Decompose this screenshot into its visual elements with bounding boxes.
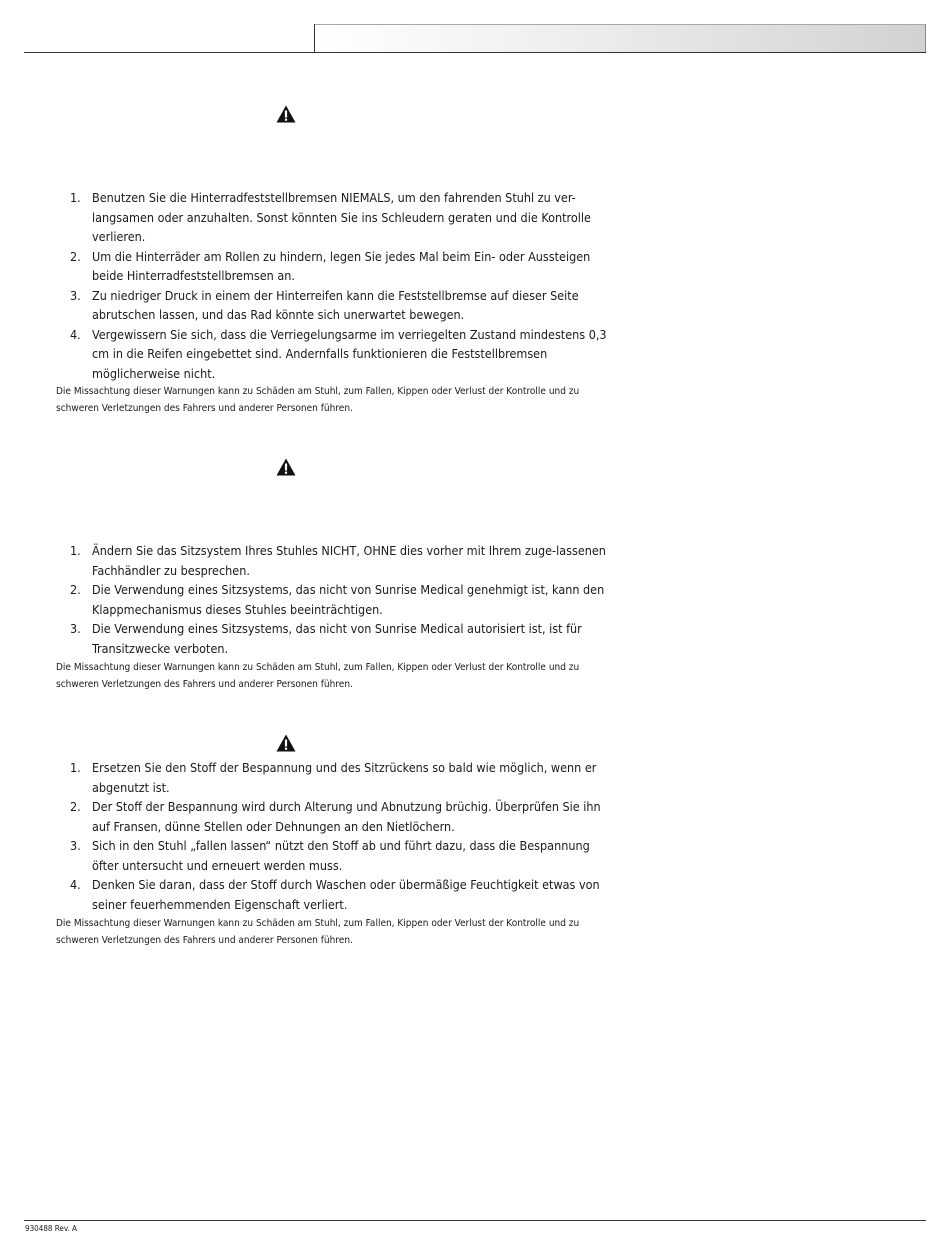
list-item: 3. Die Verwendung eines Sitzsystems, das nicht von Sunrise Medical autorisiert ist, ist für Transitzwecke verboten. — [70, 621, 582, 656]
list-item: 3. Sich in den Stuhl „fallen lassen“ nützt den Stoff ab und führt dazu, dass die Bespannung öfter untersucht und erneuert werden muss. — [70, 838, 590, 873]
warning-list-3 — [56, 758, 616, 914]
warning-consequence-note: Die Missachtung dieser Warnungen kann zu Schäden am Stuhl, zum Fallen, Kippen oder Verlust der Kontrolle und zu schweren Verletzungen des Fahrers und anderer Personen führen. — [56, 386, 580, 414]
warning-triangle-icon — [276, 458, 296, 476]
list-item: 4. Vergewissern Sie sich, dass die Verriegelungsarme im verriegelten Zustand mindestens 0,3 cm in die Reifen eingebettet sind. Andernfalls funktionieren die Feststellbremsen möglicherweise nicht. — [70, 326, 607, 381]
header-rule — [24, 52, 926, 53]
warning-list-1 — [56, 188, 616, 383]
warning-consequence-note: Die Missachtung dieser Warnungen kann zu Schäden am Stuhl, zum Fallen, Kippen oder Verlust der Kontrolle und zu schweren Verletzungen des Fahrers und anderer Personen führen. — [56, 662, 580, 690]
list-item: 4. Denken Sie daran, dass der Stoff durch Waschen oder übermäßige Feuchtigkeit etwas von seiner feuerhemmenden Eigenschaft verliert. — [70, 877, 600, 912]
document-number: 930488 Rev. A — [25, 1224, 77, 1233]
warning-list-2 — [56, 541, 616, 658]
list-item: 3. Zu niedriger Druck in einem der Hinterreifen kann die Feststellbremse auf dieser Seite abrutschen lassen, und das Rad könnte sich unerwartet bewegen. — [70, 287, 579, 322]
list-item: 2. Um die Hinterräder am Rollen zu hindern, legen Sie jedes Mal beim Ein- oder Aussteigen beide Hinterradfeststellbremsen an. — [70, 248, 591, 283]
warning-consequence-note: Die Missachtung dieser Warnungen kann zu Schäden am Stuhl, zum Fallen, Kippen oder Verlust der Kontrolle und zu schweren Verletzungen des Fahrers und anderer Personen führen. — [56, 918, 580, 946]
list-item: 1. Benutzen Sie die Hinterradfeststellbremsen NIEMALS, um den fahrenden Stuhl zu ver-langsamen oder anzuhalten. Sonst könnten Sie ins Schleudern geraten und die Kontrolle verlieren. — [70, 190, 591, 244]
list-item: 1. Ändern Sie das Sitzsystem Ihres Stuhles NICHT, OHNE dies vorher mit Ihrem zuge-lassenen Fachhändler zu besprechen. — [70, 543, 606, 578]
footer-rule — [24, 1220, 926, 1221]
header-gradient-bar — [315, 24, 926, 52]
list-item: 2. Der Stoff der Bespannung wird durch Alterung und Abnutzung brüchig. Überprüfen Sie ihn auf Fransen, dünne Stellen oder Dehnungen an den Nietlöchern. — [70, 799, 601, 834]
list-item: 1. Ersetzen Sie den Stoff der Bespannung und des Sitzrückens so bald wie möglich, wenn er abgenutzt ist. — [70, 760, 597, 795]
warning-triangle-icon — [276, 734, 296, 752]
warning-triangle-icon — [276, 105, 296, 123]
list-item: 2. Die Verwendung eines Sitzsystems, das nicht von Sunrise Medical genehmigt ist, kann den Klappmechanismus dieses Stuhles beeinträchtigen. — [70, 582, 605, 617]
